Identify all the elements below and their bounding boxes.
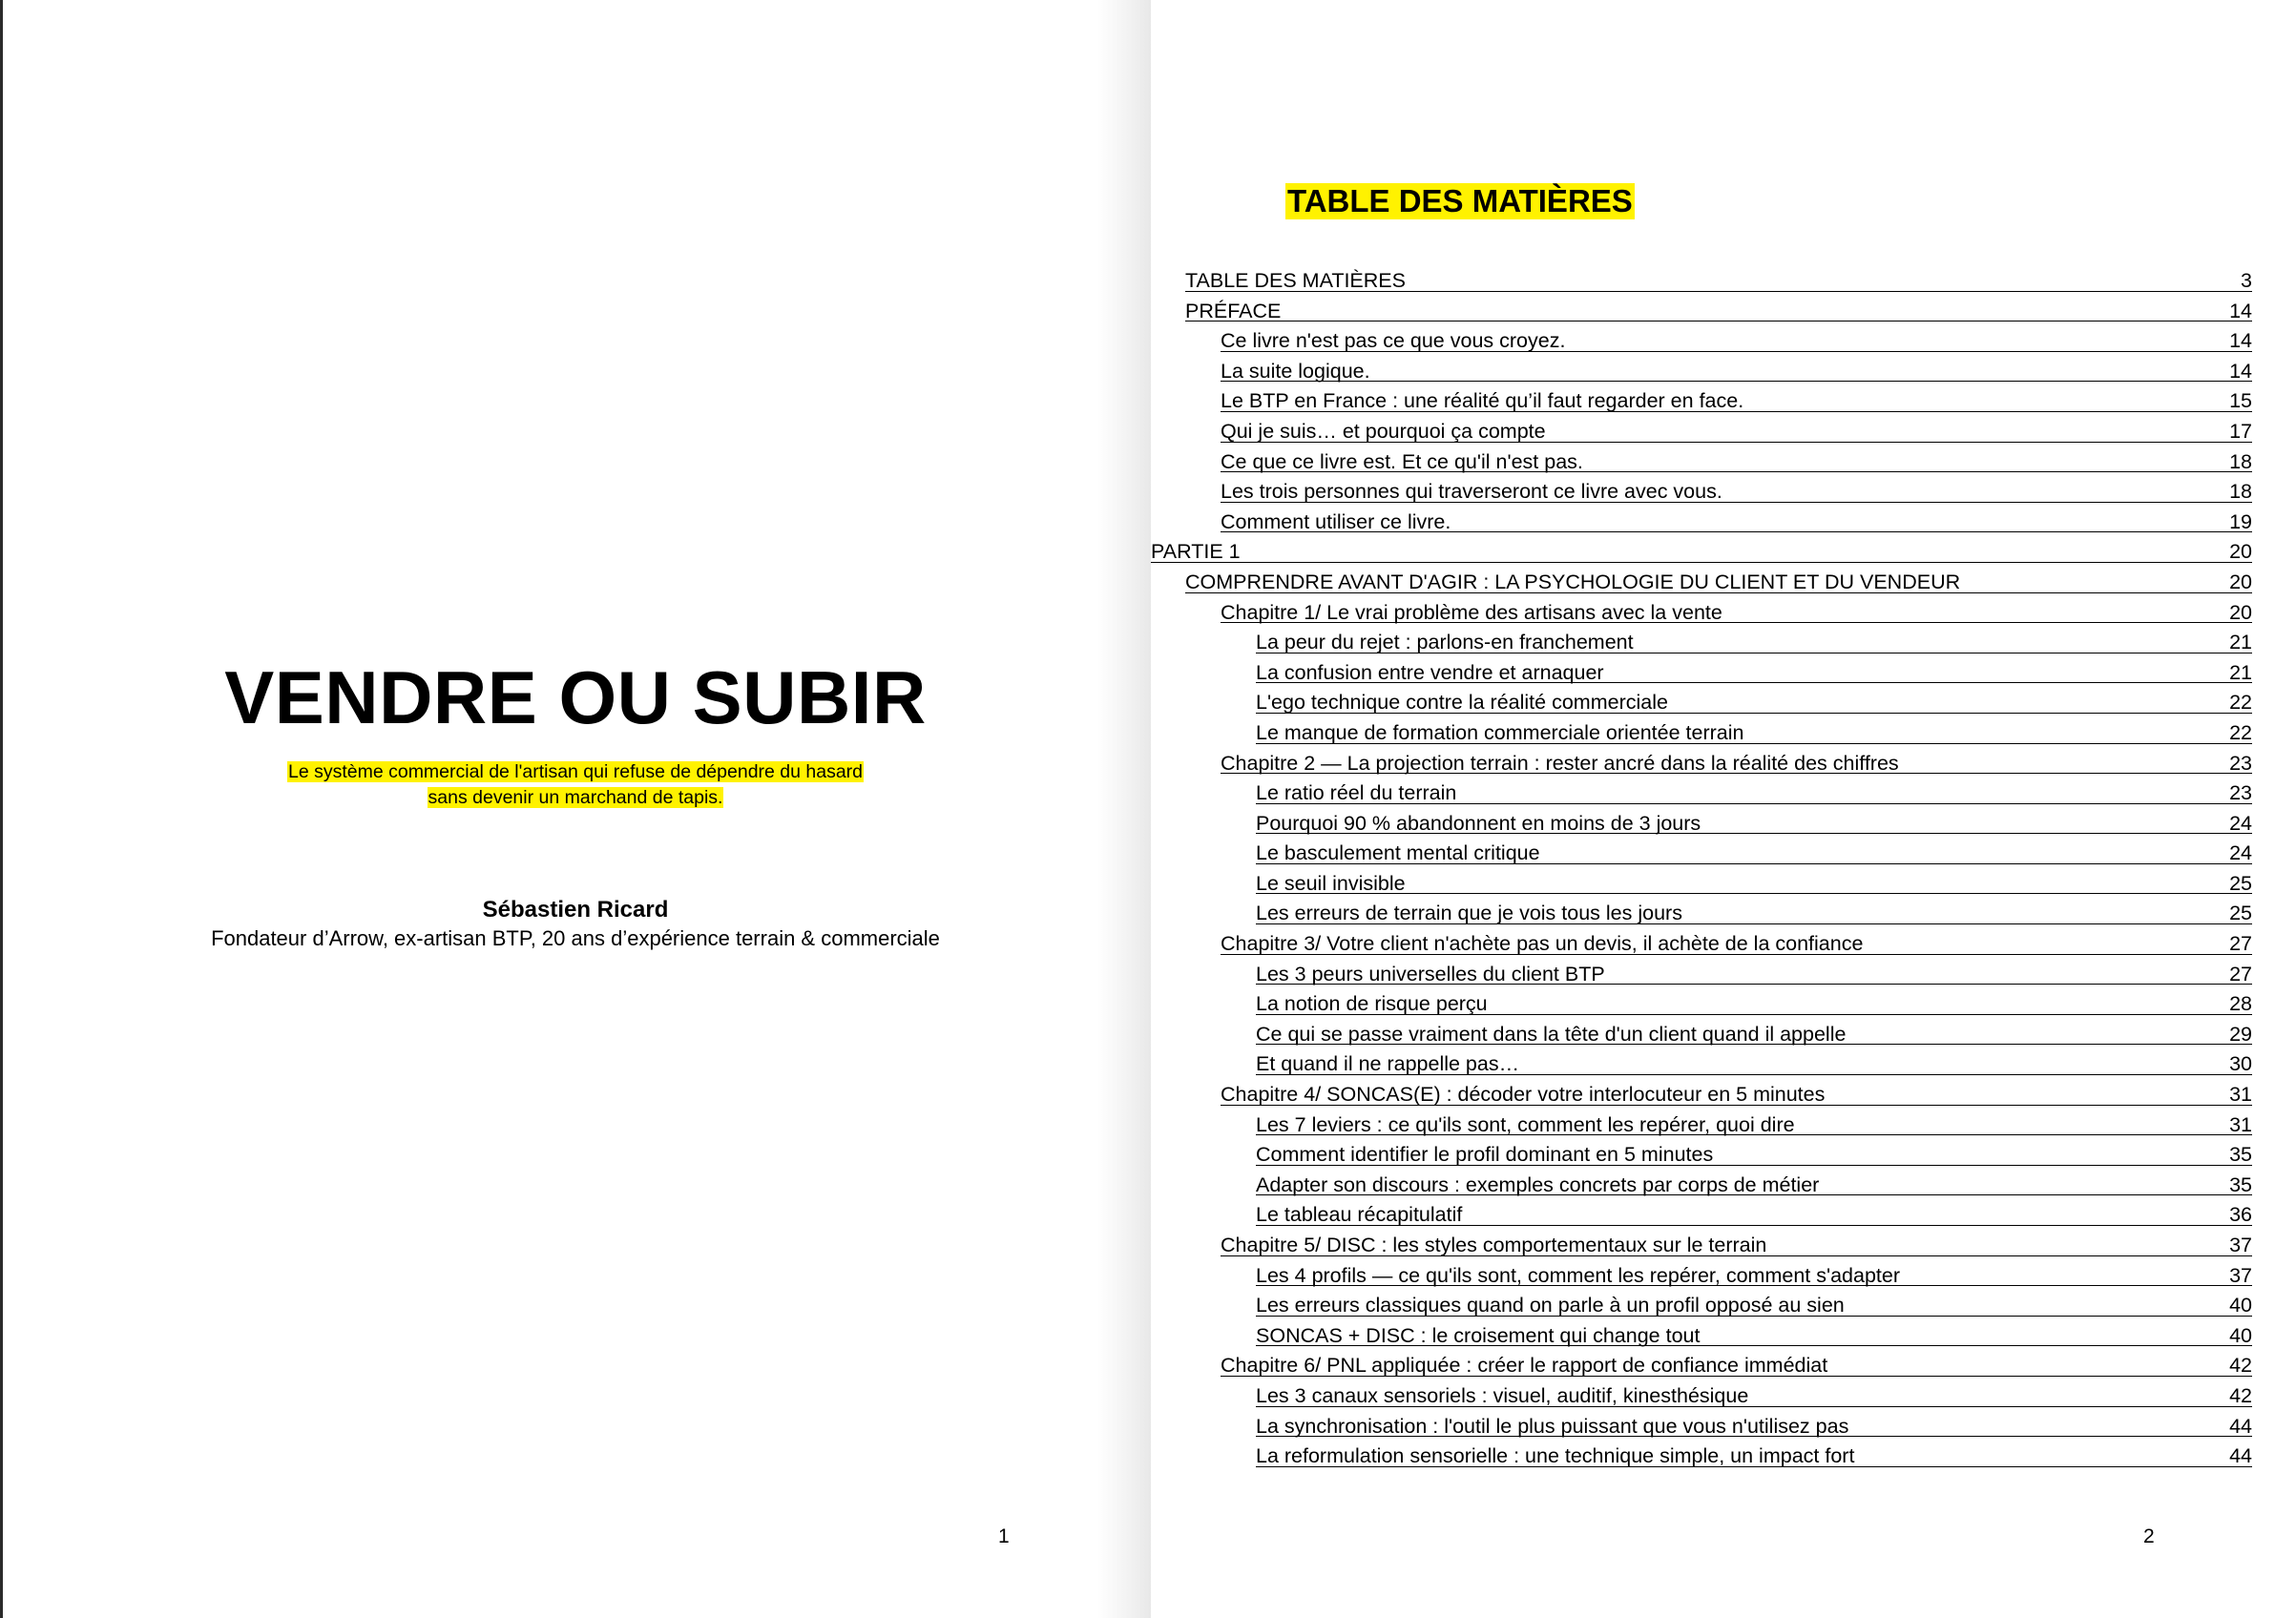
toc-entry-page[interactable]: 28 [2229, 992, 2252, 1016]
toc-entry[interactable] [1151, 477, 2296, 508]
toc-entry[interactable] [1151, 839, 2296, 869]
toc-entry-page[interactable]: 42 [2229, 1354, 2252, 1378]
toc-entry-page[interactable]: 21 [2229, 660, 2252, 684]
toc-entry-title[interactable]: COMPRENDRE AVANT D'AGIR : LA PSYCHOLOGIE DU CLIENT ET DU VENDEUR [1185, 570, 1961, 593]
toc-entry-page[interactable]: 14 [2229, 329, 2252, 353]
toc-entry-page[interactable]: 25 [2229, 871, 2252, 895]
toc-page [1151, 0, 2296, 1618]
toc-entry-title[interactable]: Chapitre 5/ DISC : les styles comportementaux sur le terrain [1221, 1234, 1767, 1256]
toc-entry-page[interactable]: 27 [2229, 932, 2252, 956]
toc-entry[interactable] [1151, 508, 2296, 538]
toc-entry-title[interactable]: La synchronisation : l'outil le plus puissant que vous n'utilisez pas [1256, 1414, 1849, 1438]
toc-entry-page[interactable]: 14 [2229, 299, 2252, 322]
toc-entry[interactable] [1151, 749, 2296, 779]
toc-entry[interactable] [1151, 1261, 2296, 1292]
toc-list [1151, 266, 2296, 1472]
toc-entry-page[interactable]: 22 [2229, 691, 2252, 715]
toc-entry-title[interactable]: Ce livre n'est pas ce que vous croyez. [1221, 329, 1566, 353]
toc-entry-page[interactable]: 30 [2229, 1052, 2252, 1076]
toc-entry[interactable] [1151, 1231, 2296, 1261]
toc-entry-page[interactable]: 27 [2229, 962, 2252, 985]
toc-entry-title[interactable]: SONCAS + DISC : le croisement qui change tout [1256, 1323, 1701, 1347]
toc-entry[interactable] [1151, 869, 2296, 900]
toc-entry[interactable] [1151, 297, 2296, 327]
toc-entry-page[interactable]: 18 [2229, 480, 2252, 504]
toc-entry-title[interactable]: L'ego technique contre la réalité commerciale [1256, 691, 1668, 715]
toc-entry-title[interactable]: La reformulation sensorielle : une technique simple, un impact fort [1256, 1444, 1855, 1468]
toc-entry-page[interactable]: 20 [2229, 600, 2252, 624]
toc-entry[interactable] [1151, 417, 2296, 447]
toc-entry[interactable] [1151, 357, 2296, 387]
toc-entry-title[interactable]: La notion de risque perçu [1256, 992, 1488, 1016]
toc-entry[interactable] [1151, 386, 2296, 417]
toc-entry-page[interactable]: 29 [2229, 1022, 2252, 1046]
toc-entry[interactable] [1151, 568, 2296, 598]
toc-entry-title[interactable]: Les erreurs classiques quand on parle à un profil opposé au sien [1256, 1294, 1845, 1317]
page-gutter-shadow [1097, 0, 1151, 1618]
toc-entry-underline [1185, 321, 2252, 322]
toc-entry[interactable] [1151, 899, 2296, 929]
toc-entry[interactable] [1151, 929, 2296, 960]
toc-entry-page[interactable]: 36 [2229, 1203, 2252, 1227]
toc-entry-page[interactable]: 44 [2229, 1414, 2252, 1438]
toc-entry[interactable] [1151, 718, 2296, 749]
toc-entry-page[interactable]: 35 [2229, 1172, 2252, 1196]
toc-entry[interactable] [1151, 598, 2296, 629]
toc-entry-title[interactable]: Chapitre 6/ PNL appliquée : créer le rapport de confiance immédiat [1221, 1354, 1828, 1378]
toc-entry-page[interactable]: 15 [2229, 389, 2252, 413]
toc-entry-page[interactable]: 23 [2229, 751, 2252, 775]
subtitle-line-1: Le système commercial de l'artisan qui refuse de dépendre du hasard [287, 761, 864, 782]
toc-entry-title[interactable]: Chapitre 4/ SONCAS(E) : décoder votre interlocuteur en 5 minutes [1221, 1083, 1826, 1107]
toc-entry[interactable] [1151, 989, 2296, 1020]
toc-entry[interactable] [1151, 628, 2296, 658]
toc-entry-page[interactable]: 20 [2229, 570, 2252, 593]
book-subtitle [3, 759, 1148, 811]
toc-entry[interactable] [1151, 1381, 2296, 1412]
page-number: 2 [2143, 1525, 2155, 1547]
toc-entry[interactable] [1151, 1412, 2296, 1442]
toc-entry-title[interactable]: La suite logique. [1221, 359, 1370, 383]
toc-entry-title[interactable]: La confusion entre vendre et arnaquer [1256, 660, 1604, 684]
toc-entry-underline [1256, 893, 2252, 894]
toc-entry-page[interactable]: 44 [2229, 1444, 2252, 1468]
author-name: Sébastien Ricard [482, 897, 669, 923]
toc-entry-page[interactable]: 14 [2229, 359, 2252, 383]
toc-entry-title[interactable]: Chapitre 2 — La projection terrain : rester ancré dans la réalité des chiffres [1221, 751, 1899, 775]
toc-entry-page[interactable]: 42 [2229, 1383, 2252, 1407]
toc-entry-page[interactable]: 23 [2229, 781, 2252, 805]
toc-entry-title[interactable]: Comment utiliser ce livre. [1221, 509, 1451, 533]
toc-entry-title[interactable]: PRÉFACE [1185, 299, 1282, 322]
toc-entry-page[interactable]: 24 [2229, 811, 2252, 835]
toc-entry[interactable] [1151, 537, 2296, 568]
toc-entry-underline [1221, 381, 2252, 382]
toc-entry-title[interactable]: Le manque de formation commerciale orientée terrain [1256, 720, 1744, 744]
toc-entry-title[interactable]: Le ratio réel du terrain [1256, 781, 1457, 805]
toc-entry-title[interactable]: Et quand il ne rappelle pas… [1256, 1052, 1520, 1076]
toc-entry-page[interactable]: 24 [2229, 841, 2252, 865]
toc-entry[interactable] [1151, 1321, 2296, 1352]
toc-entry-title[interactable]: La peur du rejet : parlons-en franchement [1256, 631, 1634, 654]
toc-entry[interactable] [1151, 658, 2296, 689]
toc-entry-title[interactable]: TABLE DES MATIÈRES [1185, 269, 1406, 292]
toc-entry[interactable] [1151, 1200, 2296, 1231]
toc-entry[interactable] [1151, 1442, 2296, 1472]
toc-entry[interactable] [1151, 1351, 2296, 1381]
toc-entry[interactable] [1151, 1140, 2296, 1171]
toc-entry-page[interactable]: 17 [2229, 419, 2252, 443]
toc-entry-title[interactable]: Chapitre 1/ Le vrai problème des artisans avec la vente [1221, 600, 1722, 624]
toc-entry-title[interactable]: Ce que ce livre est. Et ce qu'il n'est pas. [1221, 449, 1583, 473]
toc-entry-page[interactable]: 25 [2229, 902, 2252, 925]
title-page [3, 0, 1148, 1618]
toc-entry-page[interactable]: 3 [2241, 269, 2252, 292]
toc-entry-title[interactable]: Ce qui se passe vraiment dans la tête d'un client quand il appelle [1256, 1022, 1847, 1046]
toc-entry-title[interactable]: Les erreurs de terrain que je vois tous les jours [1256, 902, 1682, 925]
book-title: VENDRE OU SUBIR [224, 655, 927, 739]
toc-entry-title[interactable]: Comment identifier le profil dominant en 5 minutes [1256, 1143, 1714, 1167]
toc-entry[interactable] [1151, 1291, 2296, 1321]
toc-entry-title[interactable]: Adapter son discours : exemples concrets par corps de métier [1256, 1172, 1820, 1196]
toc-entry[interactable] [1151, 778, 2296, 809]
toc-entry[interactable] [1151, 688, 2296, 718]
toc-entry-title[interactable]: Le BTP en France : une réalité qu’il faut regarder en face. [1221, 389, 1744, 413]
toc-entry[interactable] [1151, 1049, 2296, 1080]
toc-entry-title[interactable]: Pourquoi 90 % abandonnent en moins de 3 jours [1256, 811, 1701, 835]
toc-entry-title[interactable]: Les trois personnes qui traverseront ce livre avec vous. [1221, 480, 1722, 504]
toc-entry-title[interactable]: Le basculement mental critique [1256, 841, 1540, 865]
toc-entry[interactable] [1151, 326, 2296, 357]
page-number: 1 [998, 1525, 1010, 1547]
toc-entry-page[interactable]: 19 [2229, 509, 2252, 533]
toc-entry-title[interactable]: Les 3 canaux sensoriels : visuel, auditif, kinesthésique [1256, 1383, 1749, 1407]
toc-entry-page[interactable]: 37 [2229, 1234, 2252, 1256]
toc-entry[interactable] [1151, 960, 2296, 990]
toc-entry-page[interactable]: 35 [2229, 1143, 2252, 1167]
toc-entry[interactable] [1151, 1110, 2296, 1141]
toc-entry-title[interactable]: Le tableau récapitulatif [1256, 1203, 1463, 1227]
toc-entry-title[interactable]: Les 4 profils — ce qu'ils sont, comment les repérer, comment s'adapter [1256, 1263, 1901, 1287]
author-bio: Fondateur d’Arrow, ex-artisan BTP, 20 ans d’expérience terrain & commerciale [211, 926, 940, 950]
toc-entry-page[interactable]: 40 [2229, 1323, 2252, 1347]
toc-entry[interactable] [1151, 1020, 2296, 1050]
toc-entry-title[interactable]: Chapitre 3/ Votre client n'achète pas un devis, il achète de la confiance [1221, 932, 1864, 956]
toc-entry-page[interactable]: 18 [2229, 449, 2252, 473]
toc-entry-title[interactable]: PARTIE 1 [1151, 540, 1241, 564]
toc-entry-page[interactable]: 20 [2229, 540, 2252, 564]
toc-entry-title[interactable]: Le seuil invisible [1256, 871, 1406, 895]
toc-entry[interactable] [1151, 809, 2296, 840]
toc-entry[interactable] [1151, 266, 2296, 297]
toc-entry-page[interactable]: 22 [2229, 720, 2252, 744]
toc-entry[interactable] [1151, 1080, 2296, 1110]
toc-entry-page[interactable]: 31 [2229, 1112, 2252, 1136]
toc-entry-page[interactable]: 40 [2229, 1294, 2252, 1317]
toc-entry[interactable] [1151, 447, 2296, 478]
toc-entry-title[interactable]: Qui je suis… et pourquoi ça compte [1221, 419, 1546, 443]
toc-entry-underline [1151, 562, 2252, 563]
toc-entry-title[interactable]: Les 3 peurs universelles du client BTP [1256, 962, 1605, 985]
toc-entry-page[interactable]: 31 [2229, 1083, 2252, 1107]
subtitle-line-2: sans devenir un marchand de tapis. [428, 787, 723, 808]
toc-entry-page[interactable]: 37 [2229, 1263, 2252, 1287]
toc-entry-page[interactable]: 21 [2229, 631, 2252, 654]
toc-heading: TABLE DES MATIÈRES [1287, 183, 1633, 218]
toc-entry[interactable] [1151, 1171, 2296, 1201]
toc-entry-title[interactable]: Les 7 leviers : ce qu'ils sont, comment les repérer, quoi dire [1256, 1112, 1795, 1136]
